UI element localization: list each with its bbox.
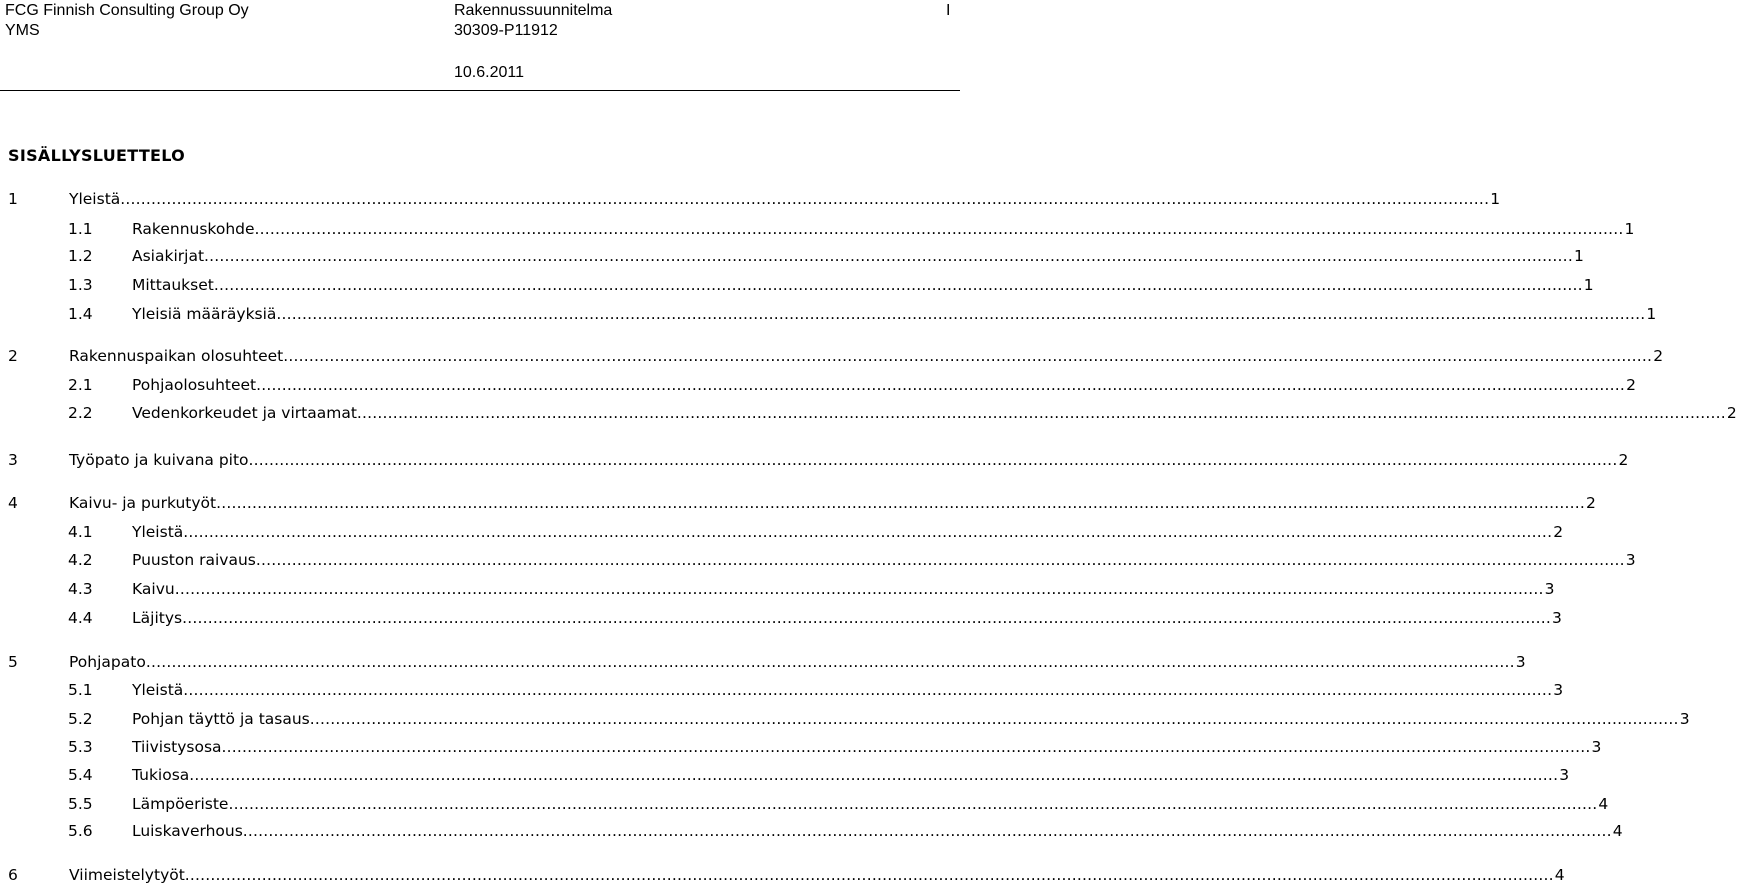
toc-entry-number: 1.3 <box>68 276 93 294</box>
toc-entry-title: Viimeistelytyöt <box>69 866 185 884</box>
toc-entry-title: Pohjapato <box>69 653 146 671</box>
toc-entry-title: Mittaukset <box>132 276 214 294</box>
toc-entry[interactable] <box>0 244 1584 268</box>
toc-entry-page: 3 <box>1544 580 1555 598</box>
toc-entry-number: 3 <box>8 451 18 469</box>
toc-entry-number: 5.6 <box>68 822 93 840</box>
toc-entry-page: 3 <box>1679 710 1690 728</box>
toc-entry-title: Pohjaolosuhteet <box>132 376 257 394</box>
toc-leader-dots: ........................................................................................................................................................................................................................................................................... <box>145 653 1515 671</box>
toc-entry-number: 2.2 <box>68 404 93 422</box>
toc-entry-number: 5.4 <box>68 766 93 784</box>
toc-entry-number: 1.2 <box>68 247 93 265</box>
toc-leader-dots: ........................................................................................................................................................................................................................................................................... <box>242 822 1612 840</box>
toc-leader-dots: ........................................................................................................................................................................................................................................................................... <box>120 190 1490 208</box>
toc-entry[interactable] <box>0 577 1555 601</box>
toc-entry-page: 2 <box>1726 404 1737 422</box>
toc-entry-number: 5 <box>8 653 18 671</box>
toc-entry[interactable] <box>0 792 1609 816</box>
toc-entry[interactable] <box>0 819 1623 843</box>
toc-leader-dots: ........................................................................................................................................................................................................................................................................... <box>183 681 1553 699</box>
toc-entry-title: Kaivu <box>132 580 175 598</box>
toc-entry-page: 1 <box>1490 190 1501 208</box>
document-date: 10.6.2011 <box>454 64 524 81</box>
toc-entry-page: 2 <box>1653 347 1664 365</box>
toc-entry-number: 1 <box>8 190 18 208</box>
toc-entry-page: 3 <box>1552 609 1562 627</box>
toc-entry-number: 4 <box>8 494 18 512</box>
toc-entry-title: Asiakirjat <box>132 247 205 265</box>
toc-entry[interactable] <box>0 187 1501 211</box>
toc-entry[interactable] <box>0 606 1562 630</box>
toc-entry-number: 5.2 <box>68 710 93 728</box>
toc-leader-dots: ........................................................................................................................................................................................................................................................................... <box>189 766 1559 784</box>
toc-entry-title: Yleisiä määräyksiä <box>132 305 277 323</box>
toc-entry[interactable] <box>0 217 1635 241</box>
toc-entry-page: 3 <box>1515 653 1526 671</box>
toc-entry-title: Työpato ja kuivana pito <box>69 451 249 469</box>
toc-entry-title: Vedenkorkeudet ja virtaamat <box>132 404 357 422</box>
toc-entry-title: Rakennuspaikan olosuhteet <box>69 347 284 365</box>
toc-entry-title: Kaivu- ja purkutyöt <box>69 494 217 512</box>
toc-entry-page: 1 <box>1573 247 1584 265</box>
toc-entry-page: 2 <box>1618 451 1629 469</box>
toc-leader-dots: ........................................................................................................................................................................................................................................................................... <box>276 305 1646 323</box>
toc-entry-title: Tiivistysosa <box>132 738 222 756</box>
toc-leader-dots: ........................................................................................................................................................................................................................................................................... <box>254 220 1624 238</box>
toc-entry[interactable] <box>0 448 1629 472</box>
toc-leader-dots: ........................................................................................................................................................................................................................................................................... <box>182 609 1551 627</box>
toc-entry-number: 1.1 <box>68 220 93 238</box>
toc-entry-number: 4.4 <box>68 609 93 627</box>
toc-leader-dots: ........................................................................................................................................................................................................................................................................... <box>174 580 1544 598</box>
toc-entry-number: 4.2 <box>68 551 93 569</box>
toc-entry-title: Yleistä <box>69 190 121 208</box>
toc-entry-page: 3 <box>1591 738 1602 756</box>
toc-entry-number: 5.5 <box>68 795 93 813</box>
toc-entry-title: Yleistä <box>132 681 184 699</box>
toc-entry-page: 3 <box>1559 766 1570 784</box>
toc-entry-page: 2 <box>1553 523 1564 541</box>
toc-entry[interactable] <box>0 520 1564 544</box>
toc-leader-dots: ........................................................................................................................................................................................................................................................................... <box>221 738 1591 756</box>
company-name: FCG Finnish Consulting Group Oy <box>5 2 249 19</box>
toc-leader-dots: ........................................................................................................................................................................................................................................................................... <box>204 247 1573 265</box>
toc-leader-dots: ........................................................................................................................................................................................................................................................................... <box>309 710 1679 728</box>
page-marker: I <box>946 2 951 19</box>
toc-entry-page: 2 <box>1626 376 1636 394</box>
toc-entry-title: Pohjan täyttö ja tasaus <box>132 710 310 728</box>
toc-entry-page: 1 <box>1624 220 1635 238</box>
toc-entry-number: 1.4 <box>68 305 93 323</box>
toc-entry-title: Yleistä <box>132 523 184 541</box>
toc-leader-dots: ........................................................................................................................................................................................................................................................................... <box>228 795 1598 813</box>
toc-entry-title: Rakennuskohde <box>132 220 255 238</box>
toc-leader-dots: ........................................................................................................................................................................................................................................................................... <box>184 866 1554 884</box>
toc-entry[interactable] <box>0 491 1596 515</box>
toc-entry-number: 4.3 <box>68 580 93 598</box>
toc-entry[interactable] <box>0 548 1636 572</box>
toc-entry-page: 3 <box>1625 551 1636 569</box>
toc-entry[interactable] <box>0 401 1737 425</box>
toc-entry-page: 4 <box>1554 866 1565 884</box>
toc-leader-dots: ........................................................................................................................................................................................................................................................................... <box>255 551 1625 569</box>
toc-leader-dots: ........................................................................................................................................................................................................................................................................... <box>256 376 1626 394</box>
toc-leader-dots: ........................................................................................................................................................................................................................................................................... <box>216 494 1586 512</box>
toc-entry[interactable] <box>0 763 1570 787</box>
toc-entry[interactable] <box>0 344 1664 368</box>
toc-entry-number: 6 <box>8 866 18 884</box>
toc-entry[interactable] <box>0 863 1565 887</box>
toc-entry-number: 4.1 <box>68 523 93 541</box>
toc-entry[interactable] <box>0 707 1690 731</box>
toc-leader-dots: ........................................................................................................................................................................................................................................................................... <box>248 451 1618 469</box>
toc-entry[interactable] <box>0 735 1602 759</box>
toc-entry-number: 5.3 <box>68 738 93 756</box>
toc-entry-page: 1 <box>1646 305 1657 323</box>
toc-entry-title: Lämpöeriste <box>132 795 229 813</box>
toc-entry[interactable] <box>0 302 1657 326</box>
toc-leader-dots: ........................................................................................................................................................................................................................................................................... <box>283 347 1653 365</box>
toc-entry[interactable] <box>0 678 1564 702</box>
toc-entry-number: 2.1 <box>68 376 93 394</box>
toc-leader-dots: ........................................................................................................................................................................................................................................................................... <box>213 276 1583 294</box>
toc-entry-page: 2 <box>1586 494 1596 512</box>
toc-entry-title: Tukiosa <box>132 766 190 784</box>
toc-entry-page: 4 <box>1612 822 1623 840</box>
toc-entry-title: Luiskaverhous <box>132 822 243 840</box>
toc-leader-dots: ........................................................................................................................................................................................................................................................................... <box>356 404 1726 422</box>
toc-entry[interactable] <box>0 650 1526 674</box>
toc-entry-page: 3 <box>1553 681 1564 699</box>
toc-entry-number: 5.1 <box>68 681 93 699</box>
toc-entry-page: 4 <box>1598 795 1609 813</box>
toc-title: SISÄLLYSLUETTELO <box>8 146 186 165</box>
department-name: YMS <box>5 22 40 39</box>
toc-entry[interactable] <box>0 373 1636 397</box>
toc-entry-page: 1 <box>1583 276 1594 294</box>
toc-entry[interactable] <box>0 273 1594 297</box>
header-divider <box>0 90 960 91</box>
project-code: 30309-P11912 <box>454 22 558 39</box>
toc-entry-title: Läjitys <box>132 609 183 627</box>
document-type: Rakennussuunnitelma <box>454 2 613 19</box>
toc-entry-number: 2 <box>8 347 18 365</box>
toc-entry-title: Puuston raivaus <box>132 551 256 569</box>
toc-leader-dots: ........................................................................................................................................................................................................................................................................... <box>183 523 1553 541</box>
